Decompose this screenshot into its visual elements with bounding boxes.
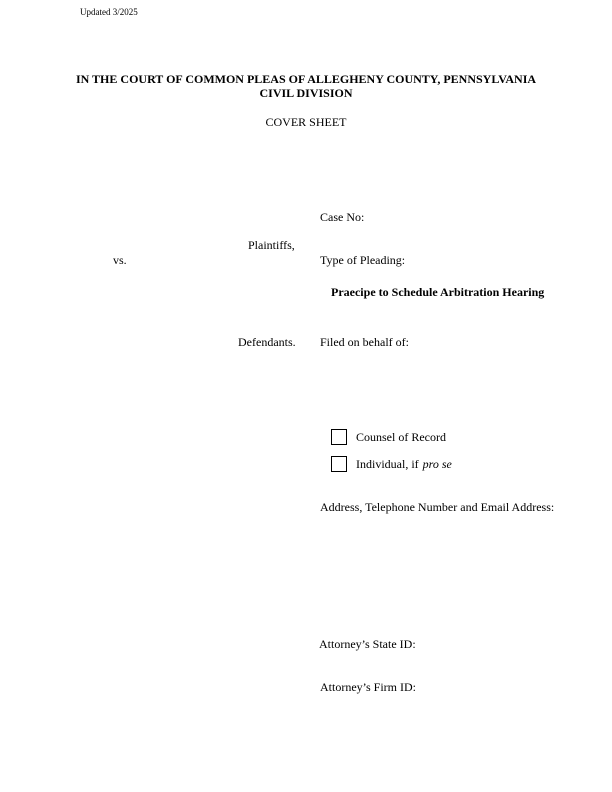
pro-se-label: pro se <box>422 456 452 471</box>
filed-on-behalf-label: Filed on behalf of: <box>320 335 409 349</box>
court-title-line2: CIVIL DIVISION <box>259 86 353 100</box>
pleading-title: Praecipe to Schedule Arbitration Hearing <box>331 285 545 299</box>
individual-pro-se-option[interactable] <box>331 456 452 472</box>
versus-label: vs. <box>113 253 127 267</box>
case-number-label: Case No: <box>320 210 365 224</box>
attorney-state-id-label: Attorney’s State ID: <box>319 637 416 651</box>
counsel-of-record-checkbox[interactable] <box>331 429 347 445</box>
individual-pro-se-checkbox[interactable] <box>331 456 347 472</box>
counsel-of-record-label: Counsel of Record <box>356 429 446 444</box>
attorney-firm-id-label: Attorney’s Firm ID: <box>320 680 416 694</box>
defendants-label: Defendants. <box>238 335 296 349</box>
individual-label: Individual, if <box>356 456 419 471</box>
counsel-of-record-option[interactable] <box>331 429 446 445</box>
address-label: Address, Telephone Number and Email Address: <box>320 500 555 514</box>
court-title <box>0 72 612 100</box>
plaintiffs-label: Plaintiffs, <box>248 238 295 252</box>
type-of-pleading-label: Type of Pleading: <box>320 253 406 267</box>
updated-date: Updated 3/2025 <box>80 7 138 17</box>
court-title-line1: IN THE COURT OF COMMON PLEAS OF ALLEGHENY COUNTY, PENNSYLVANIA <box>75 72 537 86</box>
cover-sheet-heading: COVER SHEET <box>265 115 347 129</box>
